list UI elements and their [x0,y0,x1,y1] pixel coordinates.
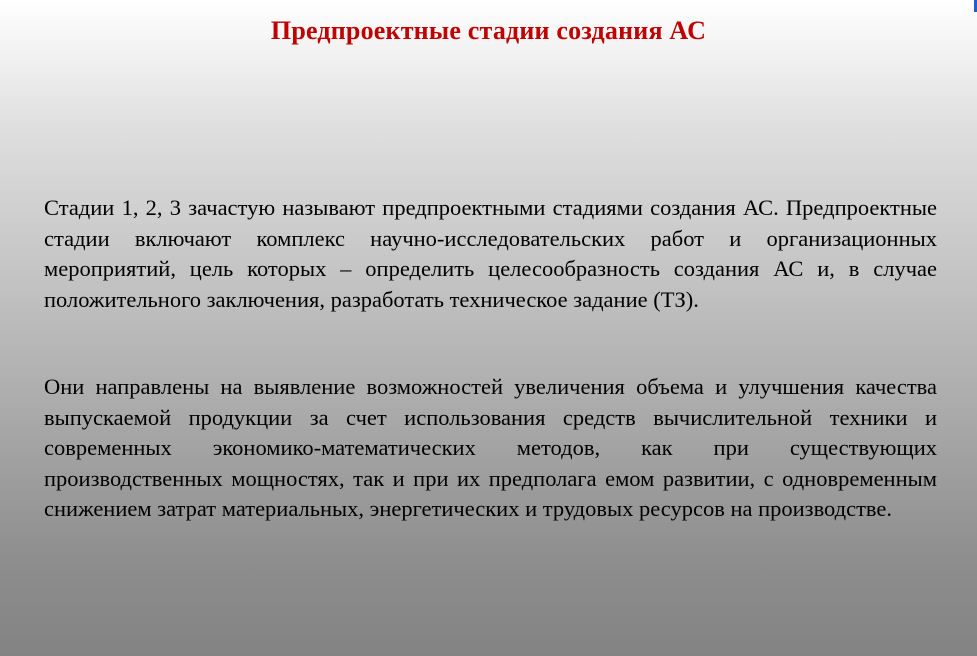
paragraph-1: Стадии 1, 2, 3 зачастую называют предпроектными стадиями создания АС. Предпроектные стадии включают комплекс научно-исследовательских работ и организационных мероприятий, цель которых – определить целесообразность создания АС и, в случае положительного заключения, разработать техническое задание (ТЗ). [44,195,937,312]
paragraph-2: Они направлены на выявление возможностей увеличения объема и улучшения качества выпускаемой продукции за счет использования средств вычислительной техники и современных экономико-математических методов, как при существующих производственных мощностях, так и при их предполага емом развитии, с одновременным снижением затрат материальных, энергетических и трудовых ресурсов на производстве. [44,374,937,521]
slide-title: Предпроектные стадии создания АС [270,16,707,45]
